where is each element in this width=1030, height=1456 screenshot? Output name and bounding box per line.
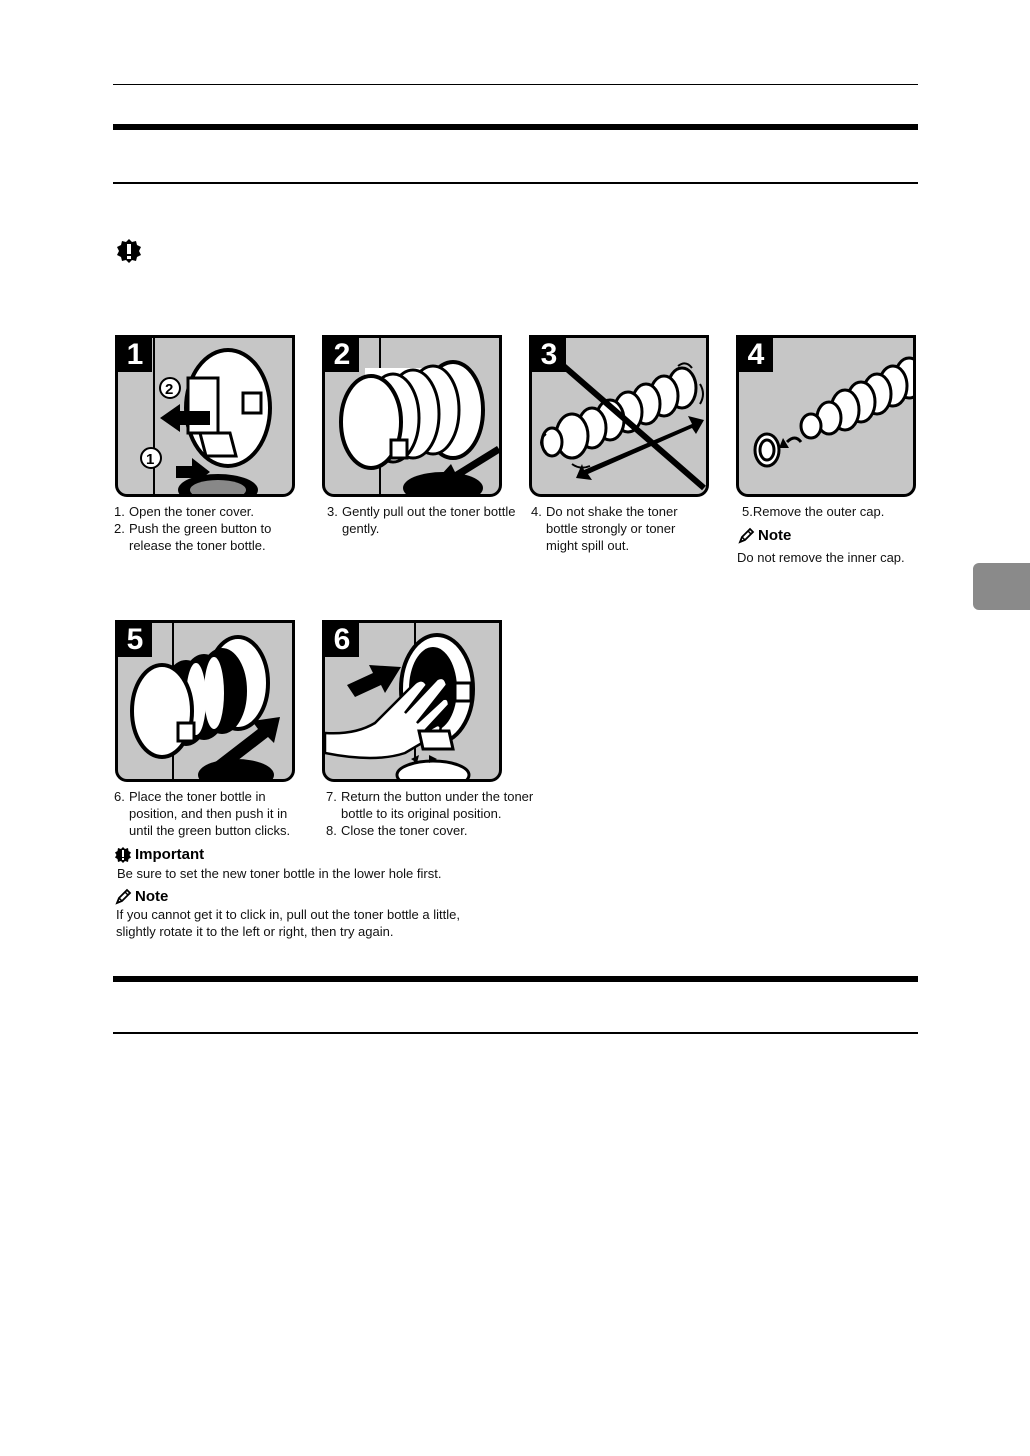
caption-step-4: 4. Do not shake the toner bottle strongly or toner might spill out.	[531, 504, 678, 553]
step-number: 3	[532, 338, 566, 372]
svg-text:1: 1	[146, 451, 155, 468]
step-panel-4	[736, 335, 916, 497]
step-number: 4	[739, 338, 773, 372]
step-number: 2	[325, 338, 359, 372]
step-number: 5	[118, 623, 152, 657]
svg-text:2: 2	[165, 381, 174, 398]
section-rule-thick	[113, 976, 918, 982]
step-panel-3	[529, 335, 709, 497]
step-panel-5	[115, 620, 295, 782]
caption-step-7-8: 7. Return the button under the toner bottle to its original position. 8. Close the toner cover.	[326, 789, 534, 838]
chapter-tab	[973, 563, 1030, 610]
important-icon	[114, 846, 132, 864]
step-panel-6	[322, 620, 502, 782]
note-icon	[737, 527, 755, 545]
note-heading-bottom: Note	[114, 888, 168, 906]
section-rule-thin	[113, 1032, 918, 1034]
caption-step-6: 6. Place the toner bottle in position, and then push it in until the green button clicks.	[114, 789, 291, 838]
step-panel-2	[322, 335, 502, 497]
step-panel-1	[115, 335, 295, 497]
important-icon	[116, 238, 142, 264]
section-rule-thin	[113, 182, 918, 184]
section-rule-thick	[113, 124, 918, 130]
caption-step-1-2: 1. Open the toner cover. 2. Push the green button to release the toner bottle.	[114, 504, 272, 553]
note-icon	[114, 888, 132, 906]
note-heading-top: Note	[737, 527, 791, 545]
important-text: Be sure to set the new toner bottle in the lower hole first.	[117, 866, 442, 881]
important-heading: Important	[114, 846, 204, 864]
step-number: 6	[325, 623, 359, 657]
step-number: 1	[118, 338, 152, 372]
header-rule	[113, 84, 918, 85]
note-text-top: Do not remove the inner cap.	[737, 550, 905, 565]
caption-step-5: 5.Remove the outer cap.	[742, 504, 885, 519]
caption-step-3: 3. Gently pull out the toner bottle gently.	[327, 504, 516, 536]
note-text-bottom-line-2: slightly rotate it to the left or right, then try again.	[116, 924, 394, 939]
note-text-bottom-line-1: If you cannot get it to click in, pull out the toner bottle a little,	[116, 907, 460, 922]
